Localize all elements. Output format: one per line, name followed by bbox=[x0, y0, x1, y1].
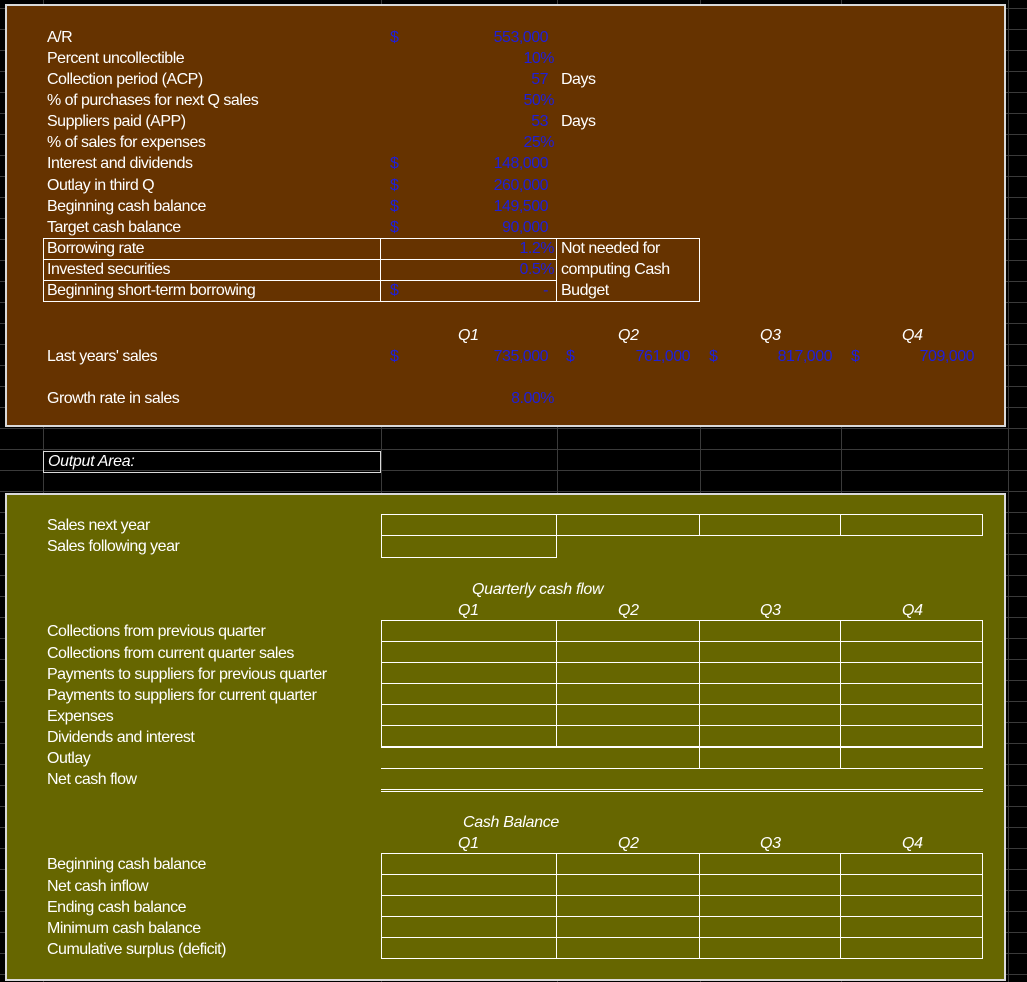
cb-quarter-header-q3: Q3 bbox=[760, 835, 781, 852]
currency-symbol: $ bbox=[566, 348, 575, 365]
cash-balance-row-label: Minimum cash balance bbox=[47, 920, 201, 937]
cash-flow-cell[interactable] bbox=[381, 641, 557, 663]
sales-next-year-q4-cell[interactable] bbox=[840, 514, 983, 536]
last-years-sales-label: Last years' sales bbox=[47, 348, 158, 365]
cb-quarter-header-q4: Q4 bbox=[902, 835, 923, 852]
note-line: Not needed for bbox=[561, 240, 660, 257]
currency-symbol: $ bbox=[390, 155, 399, 172]
note-line: computing Cash bbox=[561, 261, 670, 278]
cash-flow-cell[interactable] bbox=[699, 620, 841, 642]
cash-flow-cell[interactable] bbox=[840, 641, 983, 663]
gridline bbox=[0, 449, 1027, 450]
table-rule bbox=[840, 747, 841, 768]
input-label: Interest and dividends bbox=[47, 155, 193, 172]
cash-flow-cell[interactable] bbox=[840, 620, 983, 642]
input-value-cell[interactable]: 53 bbox=[531, 113, 548, 130]
currency-symbol: $ bbox=[390, 219, 399, 236]
gridline bbox=[0, 428, 1027, 429]
cash-flow-row-label: Outlay bbox=[47, 750, 91, 767]
cash-flow-cell[interactable] bbox=[556, 725, 700, 747]
input-value-cell[interactable]: 0.5% bbox=[519, 261, 554, 278]
note-line: Budget bbox=[561, 282, 609, 299]
cash-balance-row-label: Net cash inflow bbox=[47, 878, 148, 895]
cash-flow-cell[interactable] bbox=[556, 662, 700, 684]
cash-flow-cell[interactable] bbox=[699, 704, 841, 726]
sales-following-year-cell[interactable] bbox=[381, 535, 557, 558]
input-label: A/R bbox=[47, 29, 73, 46]
cash-balance-cell[interactable] bbox=[556, 874, 700, 896]
currency-symbol: $ bbox=[390, 177, 399, 194]
cash-balance-cell[interactable] bbox=[840, 895, 983, 917]
cash-balance-cell[interactable] bbox=[556, 853, 700, 875]
cash-flow-row-label: Collections from previous quarter bbox=[47, 623, 266, 640]
cash-flow-title: Quarterly cash flow bbox=[472, 581, 604, 598]
cash-balance-cell[interactable] bbox=[556, 916, 700, 938]
cb-quarter-header-q1: Q1 bbox=[458, 835, 479, 852]
cf-quarter-header-q1: Q1 bbox=[458, 602, 479, 619]
input-value-cell[interactable]: - bbox=[543, 282, 548, 299]
input-value-cell[interactable]: 149,500 bbox=[493, 198, 548, 215]
table-rule bbox=[381, 791, 983, 792]
cash-flow-cell[interactable] bbox=[381, 725, 557, 747]
cash-balance-row-label: Beginning cash balance bbox=[47, 856, 206, 873]
cash-flow-cell[interactable] bbox=[556, 704, 700, 726]
cash-flow-row-label: Payments to suppliers for previous quarter bbox=[47, 666, 327, 683]
input-label: Percent uncollectible bbox=[47, 50, 185, 67]
cash-balance-cell[interactable] bbox=[381, 916, 557, 938]
currency-symbol: $ bbox=[390, 348, 399, 365]
sales-next-year-q1-cell[interactable] bbox=[381, 514, 557, 536]
growth-rate-cell[interactable]: 8.00% bbox=[511, 390, 554, 407]
cash-flow-row-label: Net cash flow bbox=[47, 771, 137, 788]
cash-flow-row-label: Dividends and interest bbox=[47, 729, 195, 746]
currency-symbol: $ bbox=[709, 348, 718, 365]
growth-rate-label: Growth rate in sales bbox=[47, 390, 180, 407]
cash-balance-cell[interactable] bbox=[699, 874, 841, 896]
input-value-cell[interactable]: 553,000 bbox=[493, 29, 548, 46]
input-label: % of purchases for next Q sales bbox=[47, 92, 259, 109]
gridline bbox=[1008, 0, 1009, 982]
cash-balance-cell[interactable] bbox=[556, 937, 700, 959]
input-label: Target cash balance bbox=[47, 219, 181, 236]
cash-flow-cell[interactable] bbox=[556, 683, 700, 705]
cash-balance-cell[interactable] bbox=[381, 937, 557, 959]
cash-balance-cell[interactable] bbox=[840, 874, 983, 896]
sales-next-year-label: Sales next year bbox=[47, 517, 150, 534]
cash-balance-cell[interactable] bbox=[381, 874, 557, 896]
cash-flow-cell[interactable] bbox=[556, 620, 700, 642]
cash-flow-cell[interactable] bbox=[840, 662, 983, 684]
sales-q2-cell[interactable]: 761,000 bbox=[635, 348, 690, 365]
cf-quarter-header-q3: Q3 bbox=[760, 602, 781, 619]
cash-flow-cell[interactable] bbox=[699, 641, 841, 663]
cash-balance-cell[interactable] bbox=[699, 853, 841, 875]
cash-flow-cell[interactable] bbox=[381, 620, 557, 642]
output-area-title: Output Area: bbox=[48, 453, 135, 470]
input-value-cell[interactable]: 57 bbox=[531, 71, 548, 88]
quarter-header-q2: Q2 bbox=[618, 327, 639, 344]
cash-balance-cell[interactable] bbox=[699, 916, 841, 938]
input-label: % of sales for expenses bbox=[47, 134, 206, 151]
currency-symbol: $ bbox=[390, 29, 399, 46]
cash-flow-row-label: Collections from current quarter sales bbox=[47, 645, 294, 662]
currency-symbol: $ bbox=[851, 348, 860, 365]
cash-flow-cell[interactable] bbox=[381, 704, 557, 726]
cash-balance-title: Cash Balance bbox=[463, 814, 560, 831]
input-label: Beginning short-term borrowing bbox=[47, 282, 256, 299]
cf-quarter-header-q4: Q4 bbox=[902, 602, 923, 619]
input-value-cell[interactable]: 1.2% bbox=[519, 240, 554, 257]
sales-following-year-label: Sales following year bbox=[47, 538, 180, 555]
cash-balance-cell[interactable] bbox=[840, 937, 983, 959]
sales-q4-cell[interactable]: 709,000 bbox=[919, 348, 974, 365]
sales-next-year-q3-cell[interactable] bbox=[699, 514, 841, 536]
cash-flow-cell[interactable] bbox=[381, 683, 557, 705]
cash-flow-cell[interactable] bbox=[840, 683, 983, 705]
input-label: Collection period (ACP) bbox=[47, 71, 203, 88]
cash-flow-cell[interactable] bbox=[699, 662, 841, 684]
cf-quarter-header-q2: Q2 bbox=[618, 602, 639, 619]
cash-balance-cell[interactable] bbox=[840, 853, 983, 875]
table-rule bbox=[381, 747, 983, 748]
cash-balance-cell[interactable] bbox=[556, 895, 700, 917]
cash-balance-cell[interactable] bbox=[699, 937, 841, 959]
unit-label: Days bbox=[561, 71, 596, 88]
cash-flow-cell[interactable] bbox=[840, 704, 983, 726]
cash-balance-row-label: Cumulative surplus (deficit) bbox=[47, 941, 226, 958]
cash-balance-row-label: Ending cash balance bbox=[47, 899, 187, 916]
cash-balance-cell[interactable] bbox=[699, 895, 841, 917]
cash-flow-cell[interactable] bbox=[556, 641, 700, 663]
cash-flow-row-label: Expenses bbox=[47, 708, 114, 725]
table-rule bbox=[381, 768, 983, 769]
input-value-cell[interactable]: 50% bbox=[523, 92, 554, 109]
currency-symbol: $ bbox=[390, 282, 399, 299]
input-value-cell[interactable]: 25% bbox=[523, 134, 554, 151]
quarter-header-q4: Q4 bbox=[902, 327, 923, 344]
quarter-header-q3: Q3 bbox=[760, 327, 781, 344]
cash-flow-cell[interactable] bbox=[381, 662, 557, 684]
input-value-cell[interactable]: 148,000 bbox=[493, 155, 548, 172]
input-label: Suppliers paid (APP) bbox=[47, 113, 186, 130]
cb-quarter-header-q2: Q2 bbox=[618, 835, 639, 852]
input-label: Invested securities bbox=[47, 261, 171, 278]
cash-balance-cell[interactable] bbox=[381, 895, 557, 917]
table-rule bbox=[381, 789, 983, 790]
input-value-cell[interactable]: 10% bbox=[523, 50, 554, 67]
quarter-header-q1: Q1 bbox=[458, 327, 479, 344]
cash-balance-cell[interactable] bbox=[840, 916, 983, 938]
input-label: Borrowing rate bbox=[47, 240, 145, 257]
input-value-cell[interactable]: 90,000 bbox=[502, 219, 548, 236]
cash-flow-cell[interactable] bbox=[699, 725, 841, 747]
table-rule bbox=[699, 747, 700, 768]
sales-next-year-q2-cell[interactable] bbox=[556, 514, 700, 536]
gridline bbox=[0, 491, 1027, 492]
cash-flow-row-label: Payments to suppliers for current quarter bbox=[47, 687, 317, 704]
input-label: Outlay in third Q bbox=[47, 177, 155, 194]
sales-q1-cell[interactable]: 735,000 bbox=[493, 348, 548, 365]
unit-label: Days bbox=[561, 113, 596, 130]
currency-symbol: $ bbox=[390, 198, 399, 215]
cash-flow-cell[interactable] bbox=[699, 683, 841, 705]
cash-flow-cell[interactable] bbox=[840, 725, 983, 747]
input-label: Beginning cash balance bbox=[47, 198, 206, 215]
sales-q3-cell[interactable]: 817,000 bbox=[777, 348, 832, 365]
cash-balance-cell[interactable] bbox=[381, 853, 557, 875]
input-value-cell[interactable]: 260,000 bbox=[493, 177, 548, 194]
